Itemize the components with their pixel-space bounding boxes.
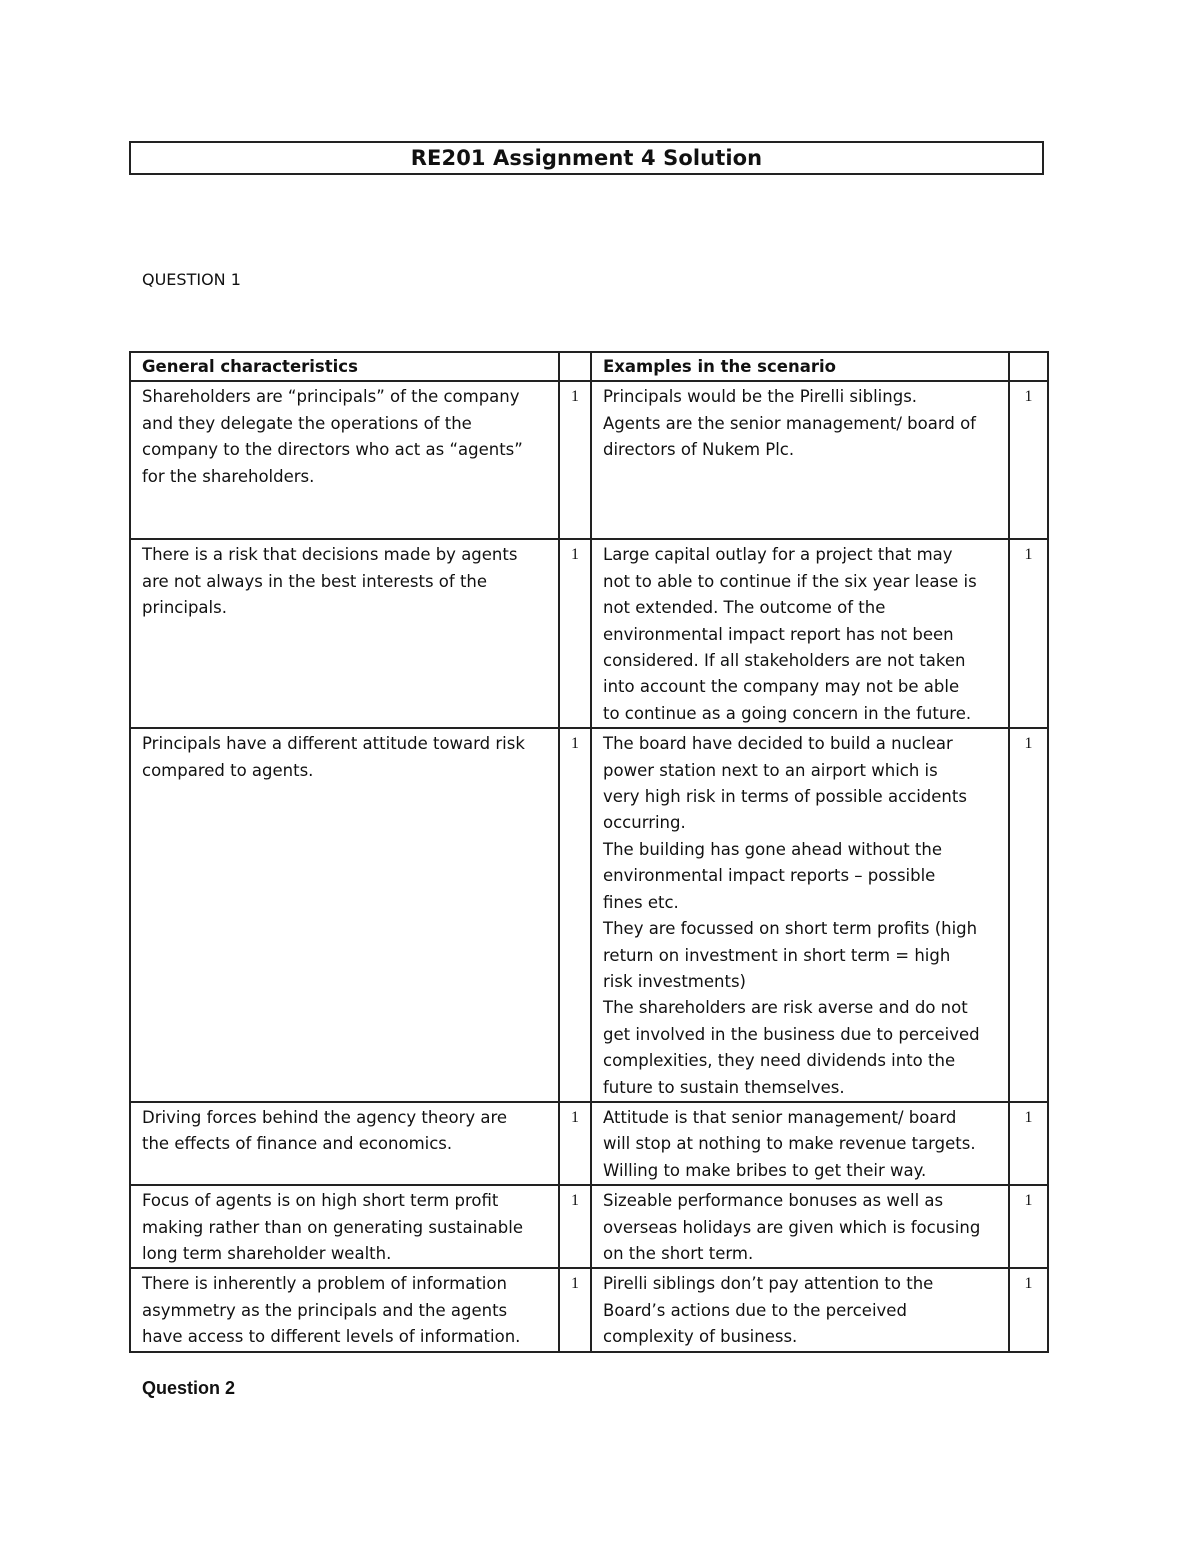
text-line: Attitude is that senior management/ board: [603, 1107, 957, 1127]
mark-cell: 1: [1009, 1185, 1048, 1268]
characteristic-cell: [130, 381, 559, 539]
mark-cell: 1: [559, 1268, 591, 1351]
text-line: The board have decided to build a nuclear: [603, 734, 953, 754]
text-line: for the shareholders.: [142, 466, 315, 486]
document-title: RE201 Assignment 4 Solution: [129, 141, 1044, 175]
text-line: The building has gone ahead without the: [603, 839, 942, 859]
text-line: asymmetry as the principals and the agents: [142, 1300, 508, 1320]
example-cell: [591, 539, 1009, 728]
mark-cell: 1: [559, 381, 591, 539]
table-row: [130, 1102, 1048, 1185]
text-line: directors of Nukem Plc.: [603, 440, 795, 460]
text-line: compared to agents.: [142, 760, 314, 780]
table-row: [130, 539, 1048, 728]
text-line: company to the directors who act as “agents”: [142, 440, 523, 460]
table-row: [130, 381, 1048, 539]
mark-cell: 1: [1009, 728, 1048, 1102]
characteristic-cell: [130, 1185, 559, 1268]
mark-cell: 1: [559, 1185, 591, 1268]
header-general-characteristics: General characteristics: [130, 352, 559, 381]
header-mark-1: [559, 352, 591, 381]
text-line: not extended. The outcome of the: [603, 598, 886, 618]
text-line: considered. If all stakeholders are not taken: [603, 651, 966, 671]
question-1-heading: QUESTION 1: [142, 270, 241, 289]
text-line: complexity of business.: [603, 1327, 798, 1347]
text-line: They are focussed on short term profits (high: [603, 919, 978, 939]
text-line: making rather than on generating sustainable: [142, 1217, 523, 1237]
text-line: complexities, they need dividends into the: [603, 1051, 956, 1071]
text-line: overseas holidays are given which is focusing: [603, 1217, 981, 1237]
characteristic-cell: [130, 1102, 559, 1185]
text-line: There is inherently a problem of information: [142, 1274, 507, 1294]
table-row: [130, 728, 1048, 1102]
text-line: The shareholders are risk averse and do not: [603, 998, 968, 1018]
table-header-row: [130, 352, 1048, 381]
text-line: Sizeable performance bonuses as well as: [603, 1191, 944, 1211]
example-cell: [591, 1102, 1009, 1185]
text-line: Shareholders are “principals” of the company: [142, 387, 520, 407]
mark-cell: 1: [1009, 1268, 1048, 1351]
text-line: the effects of finance and economics.: [142, 1134, 453, 1154]
text-line: return on investment in short term = high: [603, 945, 951, 965]
mark-cell: 1: [1009, 539, 1048, 728]
characteristic-cell: [130, 1268, 559, 1351]
text-line: Principals have a different attitude toward risk: [142, 734, 525, 754]
text-line: Driving forces behind the agency theory are: [142, 1107, 508, 1127]
text-line: occurring.: [603, 813, 686, 833]
text-line: get involved in the business due to perceived: [603, 1024, 980, 1044]
solution-table: [129, 351, 1049, 1353]
text-line: on the short term.: [603, 1243, 754, 1263]
text-line: Board’s actions due to the perceived: [603, 1300, 907, 1320]
text-line: very high risk in terms of possible accidents: [603, 787, 967, 807]
text-line: power station next to an airport which is: [603, 760, 938, 780]
mark-cell: 1: [559, 1102, 591, 1185]
text-line: are not always in the best interests of the: [142, 571, 488, 591]
text-line: Principals would be the Pirelli siblings.: [603, 387, 918, 407]
text-line: Focus of agents is on high short term profit: [142, 1191, 499, 1211]
text-line: long term shareholder wealth.: [142, 1243, 392, 1263]
table-row: [130, 1268, 1048, 1351]
text-line: environmental impact report has not been: [603, 624, 954, 644]
example-cell: [591, 728, 1009, 1102]
text-line: principals.: [142, 598, 227, 618]
text-line: risk investments): [603, 971, 746, 991]
text-line: Agents are the senior management/ board of: [603, 413, 976, 433]
mark-cell: 1: [1009, 1102, 1048, 1185]
text-line: have access to different levels of information.: [142, 1327, 521, 1347]
example-cell: [591, 1185, 1009, 1268]
mark-cell: 1: [1009, 381, 1048, 539]
text-line: There is a risk that decisions made by agents: [142, 545, 518, 565]
mark-cell: 1: [559, 539, 591, 728]
text-line: and they delegate the operations of the: [142, 413, 472, 433]
text-line: fines etc.: [603, 892, 679, 912]
text-line: Pirelli siblings don’t pay attention to the: [603, 1274, 934, 1294]
example-cell: [591, 1268, 1009, 1351]
table-row: [130, 1185, 1048, 1268]
mark-cell: 1: [559, 728, 591, 1102]
text-line: Willing to make bribes to get their way.: [603, 1160, 927, 1180]
characteristic-cell: [130, 539, 559, 728]
characteristic-cell: [130, 728, 559, 1102]
text-line: not to able to continue if the six year lease is: [603, 571, 977, 591]
text-line: into account the company may not be able: [603, 677, 960, 697]
text-line: environmental impact reports – possible: [603, 866, 936, 886]
text-line: Large capital outlay for a project that may: [603, 545, 953, 565]
header-mark-2: [1009, 352, 1048, 381]
text-line: to continue as a going concern in the future.: [603, 703, 972, 723]
question-2-heading: Question 2: [142, 1378, 236, 1398]
header-examples-in-scenario: Examples in the scenario: [591, 352, 1009, 381]
example-cell: [591, 381, 1009, 539]
text-line: future to sustain themselves.: [603, 1077, 845, 1097]
text-line: will stop at nothing to make revenue targets.: [603, 1134, 976, 1154]
